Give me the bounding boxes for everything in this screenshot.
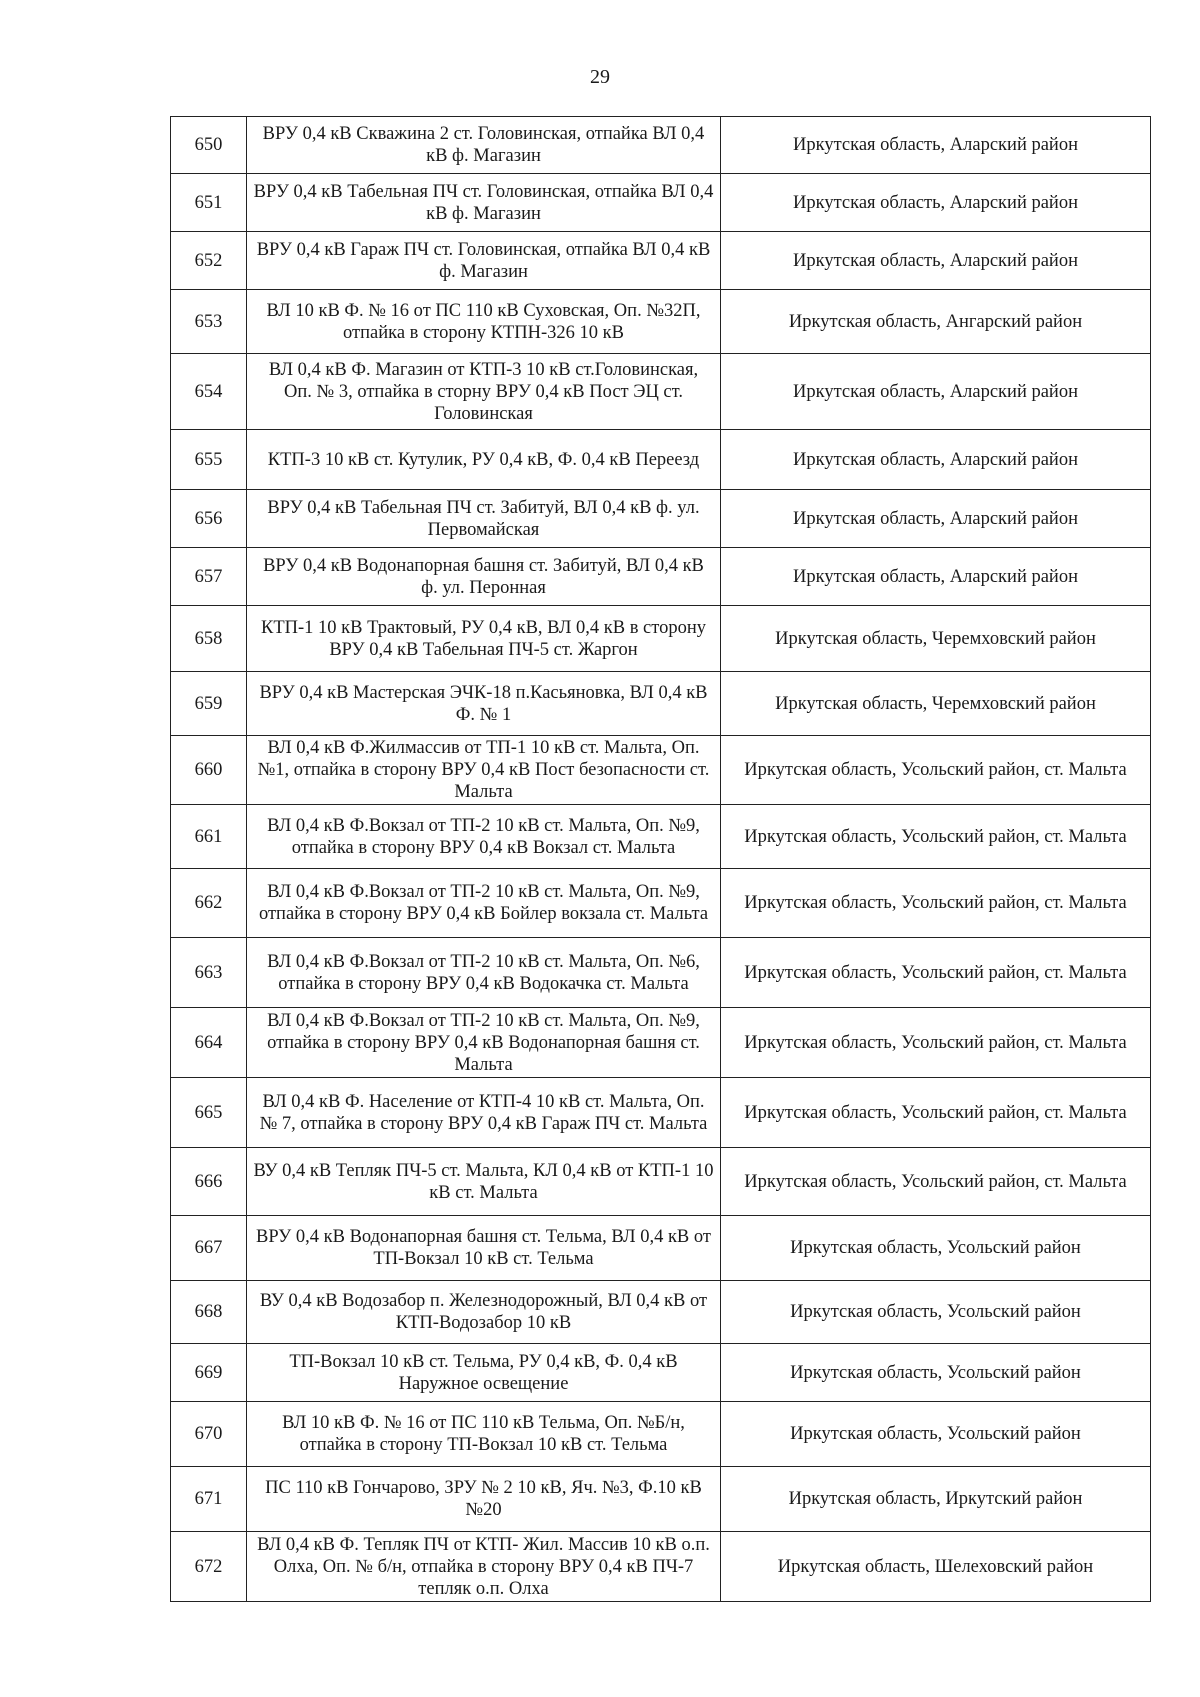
location: Иркутская область, Усольский район, ст. Мальта	[721, 736, 1151, 805]
row-number: 666	[171, 1148, 247, 1216]
table-row	[171, 1281, 1151, 1344]
location: Иркутская область, Аларский район	[721, 354, 1151, 430]
table-row	[171, 1078, 1151, 1148]
location: Иркутская область, Аларский район	[721, 117, 1151, 174]
object-name: ВЛ 0,4 кВ Ф.Вокзал от ТП-2 10 кВ ст. Мальта, Оп. №9, отпайка в сторону ВРУ 0,4 кВ Вокзал ст. Мальта	[247, 805, 721, 869]
row-number: 667	[171, 1216, 247, 1281]
page-number: 29	[590, 66, 610, 88]
object-name: ВЛ 0,4 кВ Ф. Магазин от КТП-3 10 кВ ст.Головинская, Оп. № 3, отпайка в сторну ВРУ 0,4 кВ Пост ЭЦ ст. Головинская	[247, 354, 721, 430]
row-number: 653	[171, 290, 247, 354]
location: Иркутская область, Аларский район	[721, 174, 1151, 232]
row-number: 662	[171, 869, 247, 938]
object-name: КТП-3 10 кВ ст. Кутулик, РУ 0,4 кВ, Ф. 0,4 кВ Переезд	[247, 430, 721, 490]
table-row	[171, 1467, 1151, 1532]
row-number: 656	[171, 490, 247, 548]
object-name: ВЛ 0,4 кВ Ф.Жилмассив от ТП-1 10 кВ ст. Мальта, Оп. №1, отпайка в сторону ВРУ 0,4 кВ Пост безопасности ст. Мальта	[247, 736, 721, 805]
registry-table	[170, 116, 1151, 1602]
row-number: 664	[171, 1008, 247, 1078]
location: Иркутская область, Ангарский район	[721, 290, 1151, 354]
table-row	[171, 869, 1151, 938]
object-name: ВРУ 0,4 кВ Водонапорная башня ст. Тельма, ВЛ 0,4 кВ от ТП-Вокзал 10 кВ ст. Тельма	[247, 1216, 721, 1281]
row-number: 672	[171, 1532, 247, 1602]
row-number: 655	[171, 430, 247, 490]
table-row	[171, 430, 1151, 490]
row-number: 660	[171, 736, 247, 805]
object-name: ВЛ 0,4 кВ Ф.Вокзал от ТП-2 10 кВ ст. Мальта, Оп. №6, отпайка в сторону ВРУ 0,4 кВ Водокачка ст. Мальта	[247, 938, 721, 1008]
location: Иркутская область, Усольский район, ст. Мальта	[721, 1148, 1151, 1216]
location: Иркутская область, Усольский район	[721, 1281, 1151, 1344]
location: Иркутская область, Иркутский район	[721, 1467, 1151, 1532]
object-name: ТП-Вокзал 10 кВ ст. Тельма, РУ 0,4 кВ, Ф. 0,4 кВ Наружное освещение	[247, 1344, 721, 1402]
table-row	[171, 548, 1151, 606]
object-name: ВРУ 0,4 кВ Мастерская ЭЧК-18 п.Касьяновка, ВЛ 0,4 кВ Ф. № 1	[247, 672, 721, 736]
table-row	[171, 490, 1151, 548]
row-number: 665	[171, 1078, 247, 1148]
table-row	[171, 1344, 1151, 1402]
table-row	[171, 938, 1151, 1008]
row-number: 657	[171, 548, 247, 606]
object-name: ВУ 0,4 кВ Тепляк ПЧ-5 ст. Мальта, КЛ 0,4 кВ от КТП-1 10 кВ ст. Мальта	[247, 1148, 721, 1216]
table-row	[171, 606, 1151, 672]
location: Иркутская область, Черемховский район	[721, 606, 1151, 672]
table-row	[171, 1216, 1151, 1281]
row-number: 658	[171, 606, 247, 672]
location: Иркутская область, Аларский район	[721, 490, 1151, 548]
table-row	[171, 805, 1151, 869]
location: Иркутская область, Усольский район, ст. Мальта	[721, 1078, 1151, 1148]
row-number: 650	[171, 117, 247, 174]
table-row	[171, 354, 1151, 430]
object-name: ВЛ 0,4 кВ Ф. Тепляк ПЧ от КТП- Жил. Массив 10 кВ о.п. Олха, Оп. № б/н, отпайка в сторону ВРУ 0,4 кВ ПЧ-7 тепляк о.п. Олха	[247, 1532, 721, 1602]
table-row	[171, 1402, 1151, 1467]
location: Иркутская область, Аларский район	[721, 548, 1151, 606]
table-row	[171, 290, 1151, 354]
object-name: ПС 110 кВ Гончарово, ЗРУ № 2 10 кВ, Яч. №3, Ф.10 кВ №20	[247, 1467, 721, 1532]
object-name: ВЛ 10 кВ Ф. № 16 от ПС 110 кВ Тельма, Оп. №Б/н, отпайка в сторону ТП-Вокзал 10 кВ ст. Тельма	[247, 1402, 721, 1467]
table-row	[171, 1148, 1151, 1216]
table-row	[171, 1532, 1151, 1602]
object-name: ВЛ 0,4 кВ Ф. Население от КТП-4 10 кВ ст. Мальта, Оп. № 7, отпайка в сторону ВРУ 0,4 кВ Гараж ПЧ ст. Мальта	[247, 1078, 721, 1148]
object-name: ВЛ 10 кВ Ф. № 16 от ПС 110 кВ Суховская, Оп. №32П, отпайка в сторону КТПН-326 10 кВ	[247, 290, 721, 354]
location: Иркутская область, Усольский район	[721, 1344, 1151, 1402]
object-name: ВРУ 0,4 кВ Скважина 2 ст. Головинская, отпайка ВЛ 0,4 кВ ф. Магазин	[247, 117, 721, 174]
object-name: ВЛ 0,4 кВ Ф.Вокзал от ТП-2 10 кВ ст. Мальта, Оп. №9, отпайка в сторону ВРУ 0,4 кВ Бойлер вокзала ст. Мальта	[247, 869, 721, 938]
row-number: 651	[171, 174, 247, 232]
object-name: ВРУ 0,4 кВ Табельная ПЧ ст. Головинская, отпайка ВЛ 0,4 кВ ф. Магазин	[247, 174, 721, 232]
object-name: ВЛ 0,4 кВ Ф.Вокзал от ТП-2 10 кВ ст. Мальта, Оп. №9, отпайка в сторону ВРУ 0,4 кВ Водонапорная башня ст. Мальта	[247, 1008, 721, 1078]
object-name: КТП-1 10 кВ Трактовый, РУ 0,4 кВ, ВЛ 0,4 кВ в сторону ВРУ 0,4 кВ Табельная ПЧ-5 ст. Жаргон	[247, 606, 721, 672]
location: Иркутская область, Усольский район, ст. Мальта	[721, 1008, 1151, 1078]
object-name: ВРУ 0,4 кВ Табельная ПЧ ст. Забитуй, ВЛ 0,4 кВ ф. ул. Первомайская	[247, 490, 721, 548]
location: Иркутская область, Аларский район	[721, 430, 1151, 490]
row-number: 659	[171, 672, 247, 736]
table-row	[171, 672, 1151, 736]
location: Иркутская область, Усольский район	[721, 1402, 1151, 1467]
table-row	[171, 736, 1151, 805]
row-number: 670	[171, 1402, 247, 1467]
table-row	[171, 174, 1151, 232]
row-number: 652	[171, 232, 247, 290]
location: Иркутская область, Аларский район	[721, 232, 1151, 290]
table-row	[171, 117, 1151, 174]
table-row	[171, 1008, 1151, 1078]
location: Иркутская область, Усольский район, ст. Мальта	[721, 869, 1151, 938]
object-name: ВУ 0,4 кВ Водозабор п. Железнодорожный, ВЛ 0,4 кВ от КТП-Водозабор 10 кВ	[247, 1281, 721, 1344]
object-name: ВРУ 0,4 кВ Гараж ПЧ ст. Головинская, отпайка ВЛ 0,4 кВ ф. Магазин	[247, 232, 721, 290]
location: Иркутская область, Усольский район	[721, 1216, 1151, 1281]
location: Иркутская область, Шелеховский район	[721, 1532, 1151, 1602]
table-row	[171, 232, 1151, 290]
row-number: 671	[171, 1467, 247, 1532]
row-number: 654	[171, 354, 247, 430]
row-number: 663	[171, 938, 247, 1008]
location: Иркутская область, Черемховский район	[721, 672, 1151, 736]
object-name: ВРУ 0,4 кВ Водонапорная башня ст. Забитуй, ВЛ 0,4 кВ ф. ул. Перонная	[247, 548, 721, 606]
row-number: 669	[171, 1344, 247, 1402]
row-number: 668	[171, 1281, 247, 1344]
location: Иркутская область, Усольский район, ст. Мальта	[721, 805, 1151, 869]
location: Иркутская область, Усольский район, ст. Мальта	[721, 938, 1151, 1008]
row-number: 661	[171, 805, 247, 869]
